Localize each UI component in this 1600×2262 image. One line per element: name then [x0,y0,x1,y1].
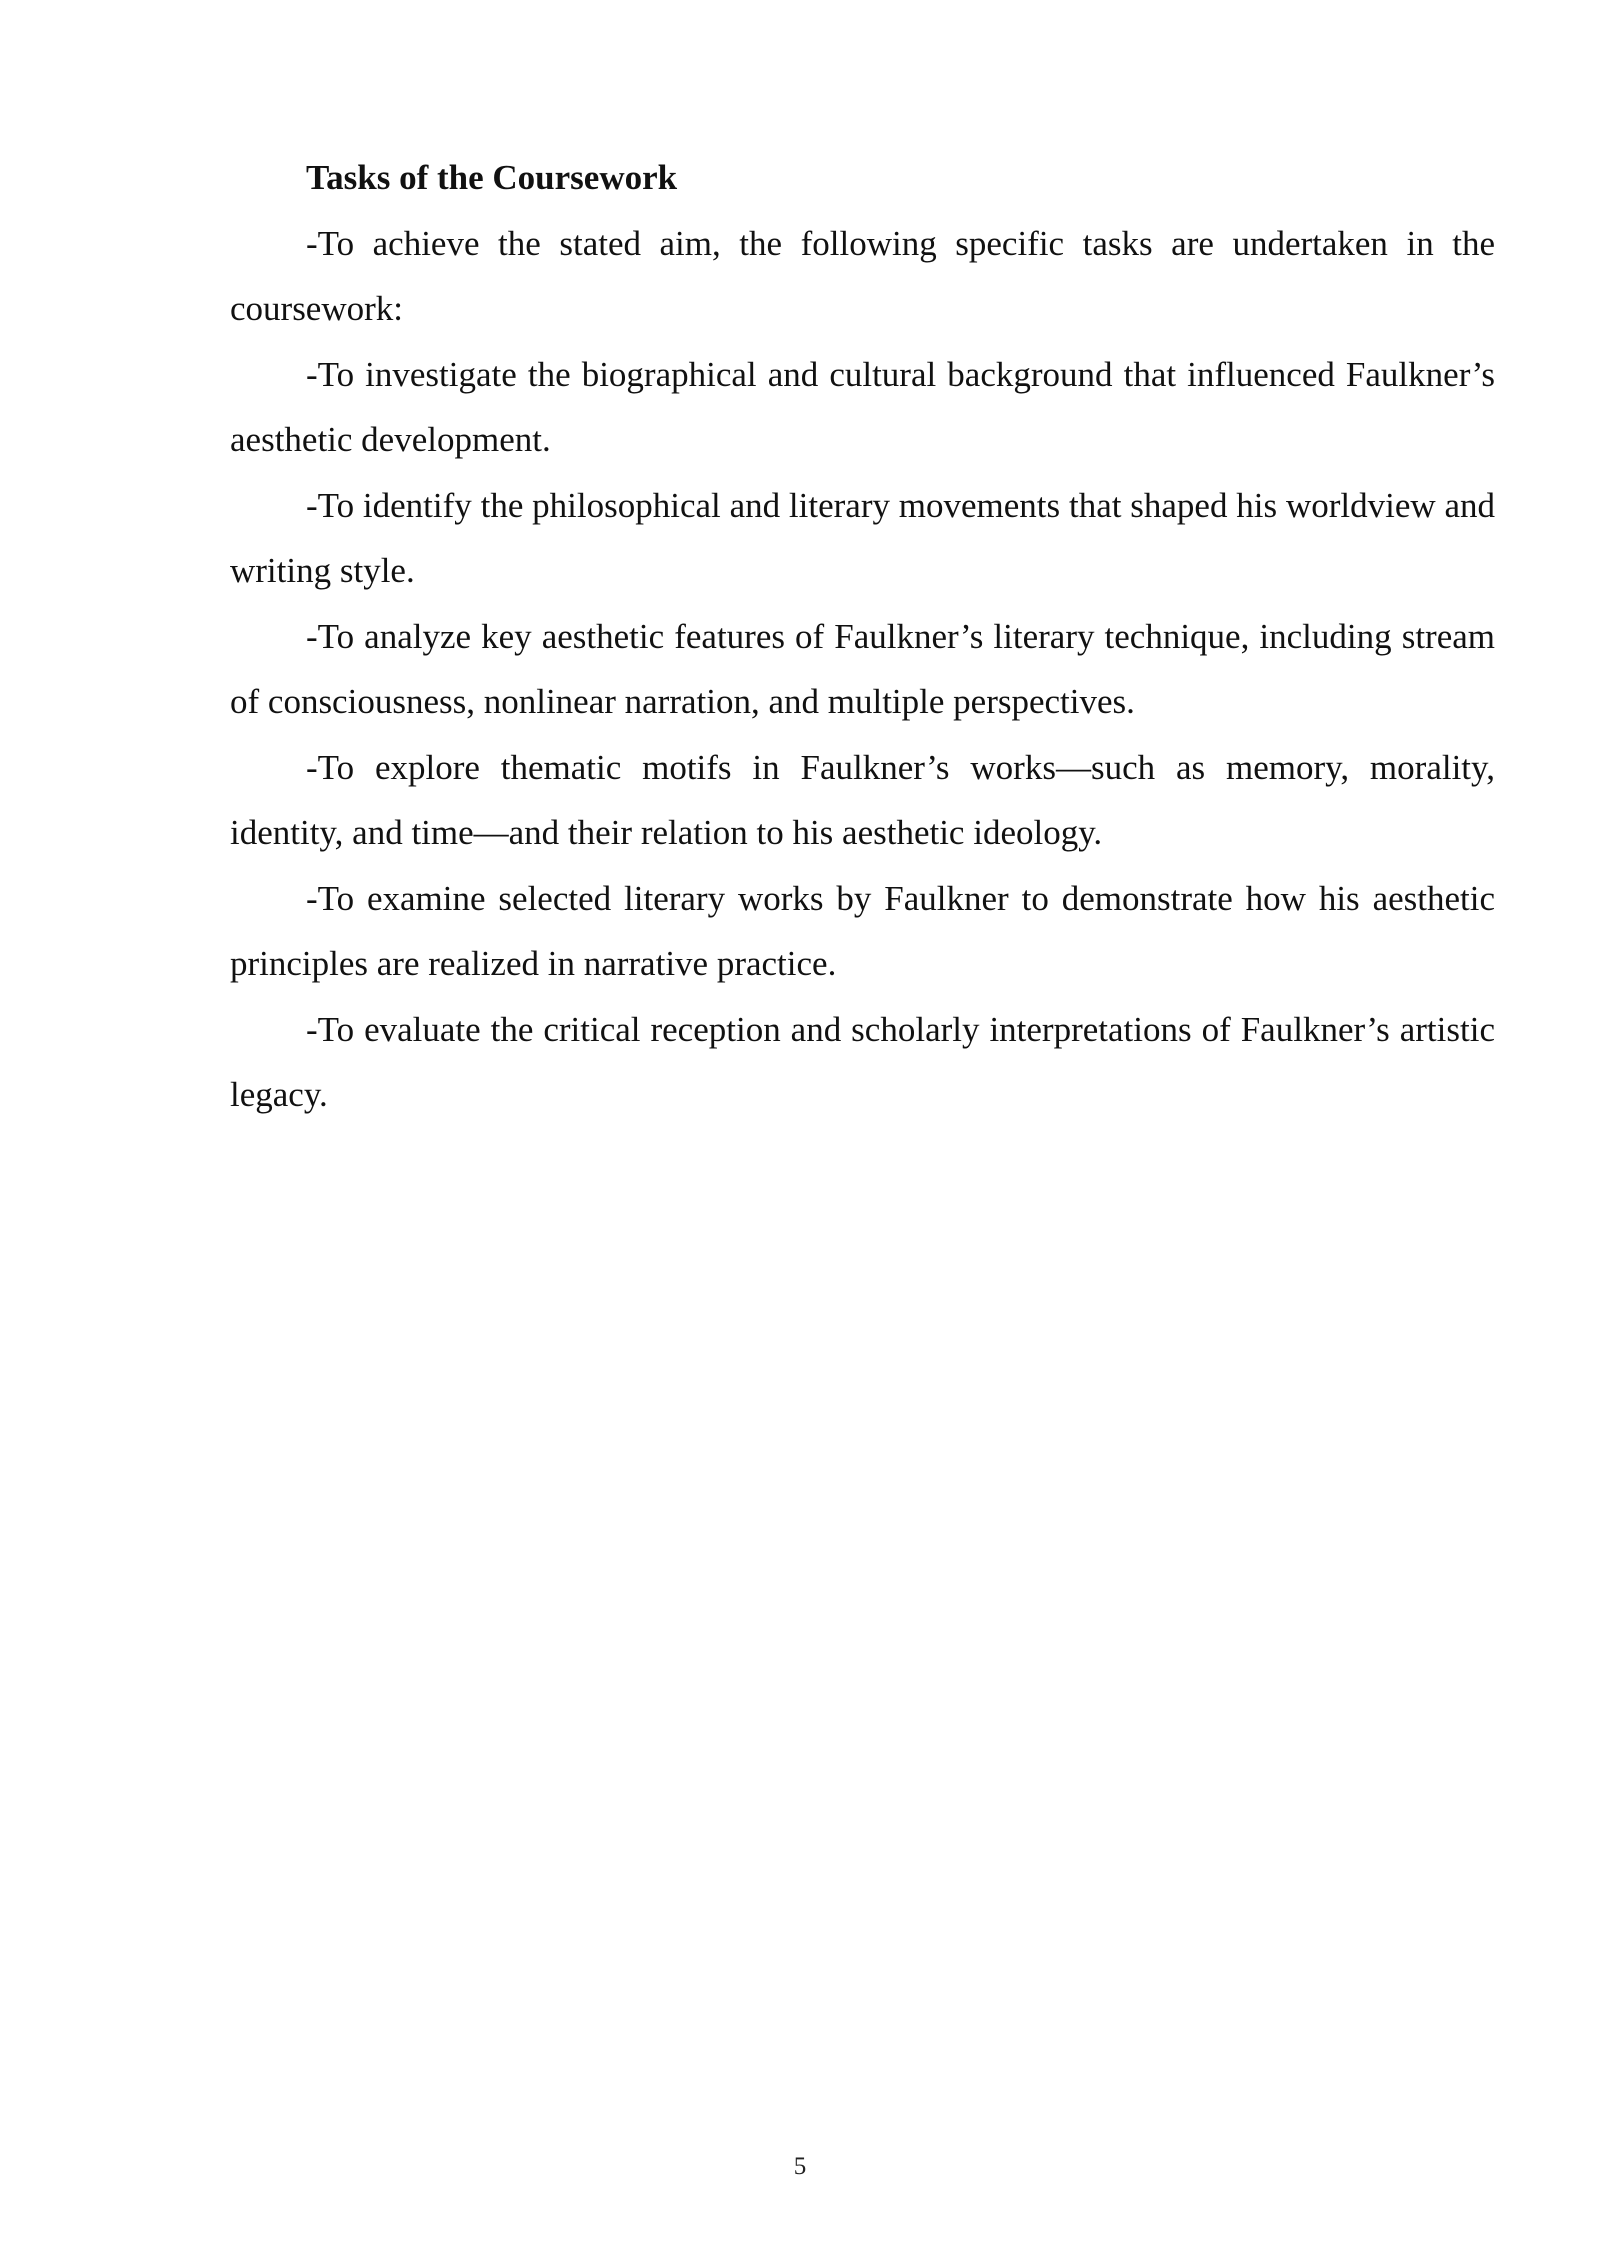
task-paragraph-motifs: -To explore thematic motifs in Faulkner’s works—such as memory, morality, identity, and time—and their relation to his aesthetic ideology. [230,747,1495,852]
task-paragraph-technique: -To analyze key aesthetic features of Faulkner’s literary technique, including stream of consciousness, nonlinear narration, and multiple perspectives. [230,616,1495,721]
page-content [230,145,1495,1128]
task-paragraph-works: -To examine selected literary works by Faulkner to demonstrate how his aesthetic principles are realized in narrative practice. [230,878,1495,983]
page-number: 5 [793,2153,807,2180]
task-paragraph-reception: -To evaluate the critical reception and scholarly interpretations of Faulkner’s artistic legacy. [230,1009,1495,1114]
task-paragraph-background: -To investigate the biographical and cultural background that influenced Faulkner’s aesthetic development. [230,354,1495,459]
section-heading: Tasks of the Coursework [306,158,678,197]
task-paragraph-intro: -To achieve the stated aim, the following specific tasks are undertaken in the coursework: [230,223,1495,328]
task-paragraph-movements: -To identify the philosophical and literary movements that shaped his worldview and writing style. [230,485,1495,590]
